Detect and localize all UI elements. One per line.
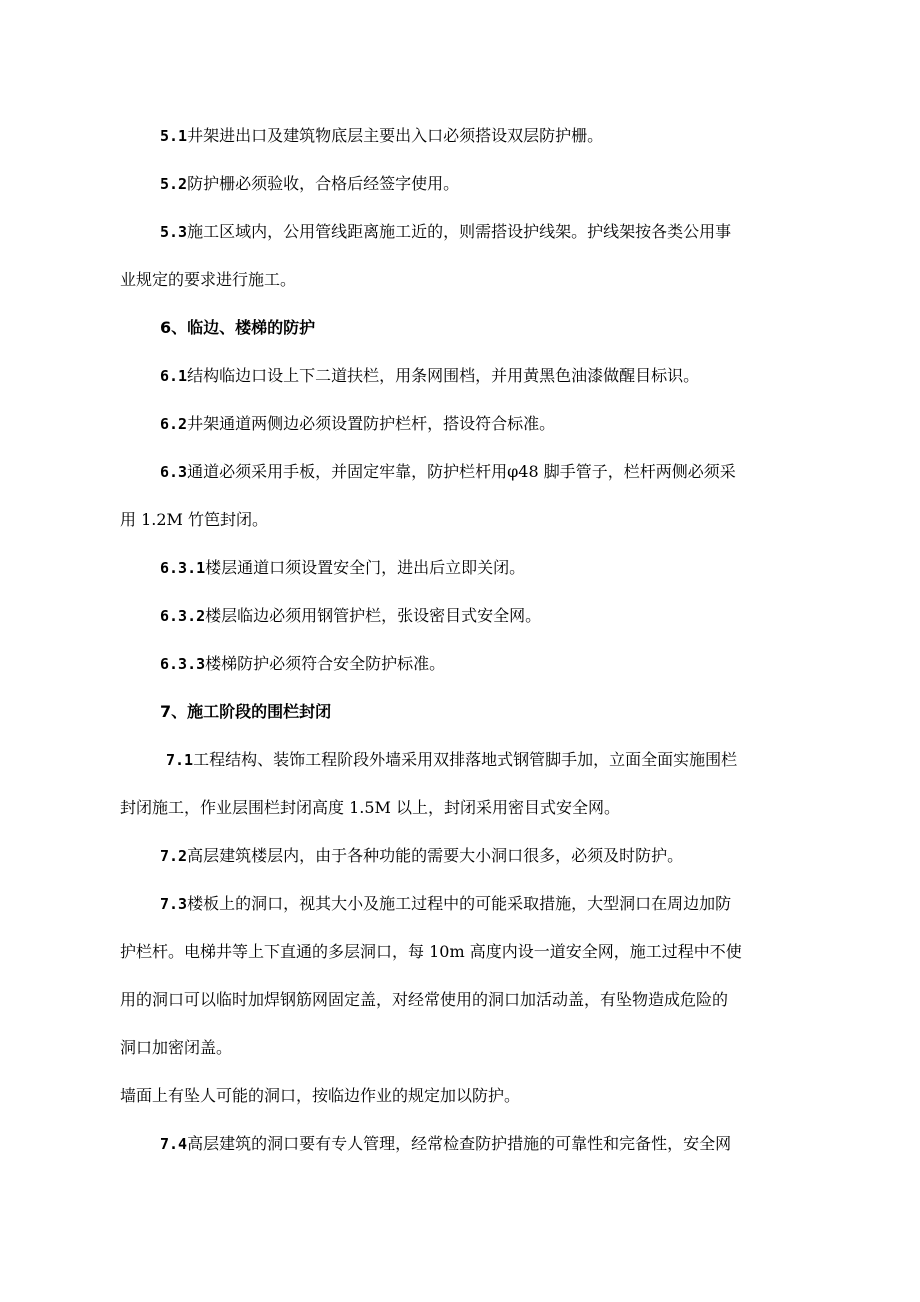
paragraph-7-4 xyxy=(120,1133,850,1155)
paragraph-text: 楼层临边必须用钢管护栏，张设密目式安全网。 xyxy=(205,606,542,625)
paragraph-text: 结构临边口设上下二道扶栏，用条网围档，并用黄黑色油漆做醒目标识。 xyxy=(187,366,700,385)
paragraph-text: 井架进出口及建筑物底层主要出入口必须搭设双层防护栅。 xyxy=(187,126,604,145)
paragraph-7-1-line-2: 封闭施工，作业层围栏封闭高度 1.5M 以上，封闭采用密目式安全网。 xyxy=(120,798,621,817)
paragraph-7-3-line-2: 护栏杆。电梯井等上下直通的多层洞口，每 10m 高度内设一道安全网，施工过程中不使 xyxy=(120,942,742,961)
paragraph-6-3-line-1 xyxy=(120,461,850,483)
section-number: 6.3.1 xyxy=(160,559,206,577)
paragraph-text: 高层建筑的洞口要有专人管理，经常检查防护措施的可靠性和完备性，安全网 xyxy=(187,1134,732,1153)
paragraph-text: 施工区域内，公用管线距离施工近的，则需搭设护线架。护线架按各类公用事 xyxy=(187,222,732,241)
section-number: 7.3 xyxy=(160,895,188,913)
paragraph-5-2 xyxy=(120,173,850,195)
section-number: 5.2 xyxy=(160,175,188,193)
paragraph-text: 楼梯防护必须符合安全防护标准。 xyxy=(205,654,446,673)
section-number: 6.1 xyxy=(160,367,188,385)
section-number: 6.3.3 xyxy=(160,655,206,673)
paragraph-text: 高层建筑楼层内，由于各种功能的需要大小洞口很多，必须及时防护。 xyxy=(187,846,684,865)
paragraph-6-3-3 xyxy=(120,653,850,675)
paragraph-text: 工程结构、装饰工程阶段外墙采用双排落地式钢管脚手加，立面全面实施围栏 xyxy=(193,750,738,769)
paragraph-text: 通道必须采用手板，并固定牢靠，防护栏杆用φ48 脚手管子，栏杆两侧必须采 xyxy=(187,462,736,481)
paragraph-7-1-line-1 xyxy=(120,749,856,771)
section-heading-7: 7、施工阶段的围栏封闭 xyxy=(160,702,332,721)
paragraph-5-3-line-1 xyxy=(120,221,850,243)
paragraph-6-1 xyxy=(120,365,850,387)
paragraph-6-3-line-2: 用 1.2M 竹笆封闭。 xyxy=(120,510,269,529)
paragraph-text: 防护栅必须验收，合格后经签字使用。 xyxy=(187,174,460,193)
section-number: 5.3 xyxy=(160,223,188,241)
paragraph-text: 楼层通道口须设置安全门，进出后立即关闭。 xyxy=(205,558,526,577)
paragraph-wall-openings: 墙面上有坠人可能的洞口，按临边作业的规定加以防护。 xyxy=(120,1086,521,1105)
section-number: 6.2 xyxy=(160,415,188,433)
paragraph-5-1 xyxy=(120,125,850,147)
paragraph-7-2 xyxy=(120,845,850,867)
paragraph-7-3-line-1 xyxy=(120,893,850,915)
paragraph-6-2 xyxy=(120,413,850,435)
section-number: 6.3 xyxy=(160,463,188,481)
section-number: 7.1 xyxy=(166,751,194,769)
paragraph-6-3-2 xyxy=(120,605,850,627)
section-number: 6.3.2 xyxy=(160,607,206,625)
paragraph-7-3-line-4: 洞口加密闭盖。 xyxy=(120,1038,233,1057)
section-number: 7.4 xyxy=(160,1135,188,1153)
section-number: 5.1 xyxy=(160,127,188,145)
paragraph-6-3-1 xyxy=(120,557,850,579)
section-heading-6: 6、临边、楼梯的防护 xyxy=(160,318,316,337)
paragraph-7-3-line-3: 用的洞口可以临时加焊钢筋网固定盖，对经常使用的洞口加活动盖，有坠物造成危险的 xyxy=(120,990,729,1009)
paragraph-text: 井架通道两侧边必须设置防护栏杆，搭设符合标准。 xyxy=(187,414,556,433)
section-number: 7.2 xyxy=(160,847,188,865)
paragraph-5-3-line-2: 业规定的要求进行施工。 xyxy=(120,270,297,289)
paragraph-text: 楼板上的洞口，视其大小及施工过程中的可能采取措施，大型洞口在周边加防 xyxy=(187,894,732,913)
